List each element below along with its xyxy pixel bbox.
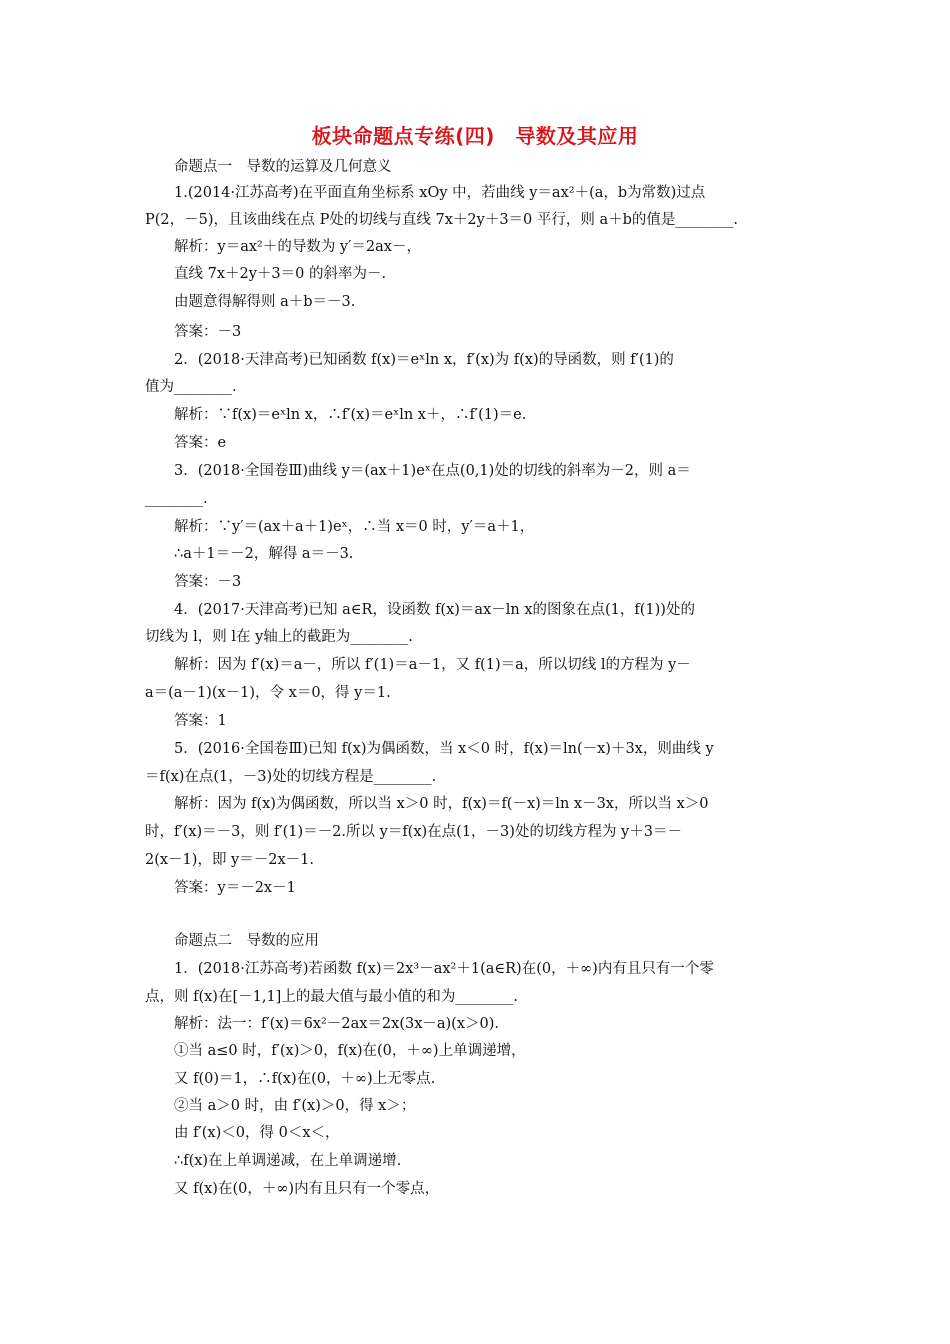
text-line: 2(x－1)，即 y＝－2x－1. — [145, 852, 314, 868]
text-line: 解析：因为 f′(x)＝a－，所以 f′(1)＝a－1，又 f(1)＝a，所以切线 l的方程为 y－ — [174, 657, 691, 673]
text-line: 又 f(x)在(0，＋∞)内有且只有一个零点， — [174, 1181, 440, 1197]
text-line: 由 f′(x)＜0，得 0＜x＜， — [174, 1125, 340, 1141]
text-line: ∴f(x)在上单调递减，在上单调递增. — [174, 1153, 402, 1169]
answer-line: 答案：y＝－2x－1 — [174, 880, 296, 896]
text-line: 切线为 l，则 l在 y轴上的截距为________. — [145, 629, 413, 645]
text-line: 时，f′(x)＝－3，则 f′(1)＝－2.所以 y＝f(x)在点(1，－3)处的切线方程为 y＋3＝－ — [145, 824, 682, 840]
text-line: 解析：法一：f′(x)＝6x²－2ax＝2x(3x－a)(x＞0). — [174, 1016, 500, 1032]
text-line: 解析：y＝ax²＋的导数为 y′＝2ax－， — [174, 239, 421, 255]
answer-line: 答案：1 — [174, 713, 227, 729]
text-line: a＝(a－1)(x－1)，令 x＝0，得 y＝1. — [145, 685, 391, 701]
text-line: 1.(2014·江苏高考)在平面直角坐标系 xOy 中，若曲线 y＝ax²＋(a，b为常数)过点 — [174, 185, 706, 201]
text-line: 2．(2018·天津高考)已知函数 f(x)＝eˣln x，f′(x)为 f(x)的导函数，则 f′(1)的 — [174, 352, 674, 368]
text-line: P(2，－5)，且该曲线在点 P处的切线与直线 7x＋2y＋3＝0 平行，则 a＋b的值是________. — [145, 212, 739, 228]
answer-line: 答案：e — [174, 435, 227, 451]
text-line: 点，则 f(x)在[－1,1]上的最大值与最小值的和为________. — [145, 989, 518, 1005]
text-line: 由题意得解得则 a＋b＝－3. — [174, 294, 356, 310]
text-line: 5．(2016·全国卷Ⅲ)已知 f(x)为偶函数，当 x＜0 时，f(x)＝ln(－x)＋3x，则曲线 y — [174, 741, 714, 757]
text-line: 4．(2017·天津高考)已知 a∈R，设函数 f(x)＝ax－ln x的图象在点(1，f(1))处的 — [174, 602, 695, 618]
answer-line: 答案：－3 — [174, 574, 242, 590]
text-line: ①当 a≤0 时，f′(x)＞0，f(x)在(0，＋∞)上单调递增， — [174, 1043, 526, 1059]
text-line: 直线 7x＋2y＋3＝0 的斜率为－. — [174, 266, 387, 282]
text-line: ________. — [145, 491, 208, 507]
text-line: 解析：因为 f(x)为偶函数，所以当 x＞0 时，f(x)＝f(－x)＝ln x－3x，所以当 x＞0 — [174, 796, 709, 812]
text-line: ②当 a＞0 时，由 f′(x)＞0，得 x＞； — [174, 1098, 416, 1114]
section-heading: 命题点二 导数的应用 — [174, 933, 319, 949]
text-line: 又 f(0)＝1，∴f(x)在(0，＋∞)上无零点. — [174, 1071, 436, 1087]
text-line: ＝f(x)在点(1，－3)处的切线方程是________. — [145, 769, 437, 785]
text-line: ∴a＋1＝－2，解得 a＝－3. — [174, 546, 354, 562]
answer-line: 答案：－3 — [174, 324, 242, 340]
text-line: 解析：∵f(x)＝eˣln x，∴f′(x)＝eˣln x＋，∴f′(1)＝e. — [174, 407, 527, 423]
text-line: 1．(2018·江苏高考)若函数 f(x)＝2x³－ax²＋1(a∈R)在(0，＋∞)内有且只有一个零 — [174, 961, 714, 977]
text-line: 值为________. — [145, 379, 237, 395]
section-heading: 命题点一 导数的运算及几何意义 — [174, 159, 392, 175]
text-line: 3．(2018·全国卷Ⅲ)曲线 y＝(ax＋1)eˣ在点(0,1)处的切线的斜率为－2，则 a＝ — [174, 463, 691, 479]
text-line: 解析：∵y′＝(ax＋a＋1)eˣ，∴当 x＝0 时，y′＝a＋1， — [174, 519, 535, 535]
page-title: 板块命题点专练(四) 导数及其应用 — [311, 124, 639, 148]
